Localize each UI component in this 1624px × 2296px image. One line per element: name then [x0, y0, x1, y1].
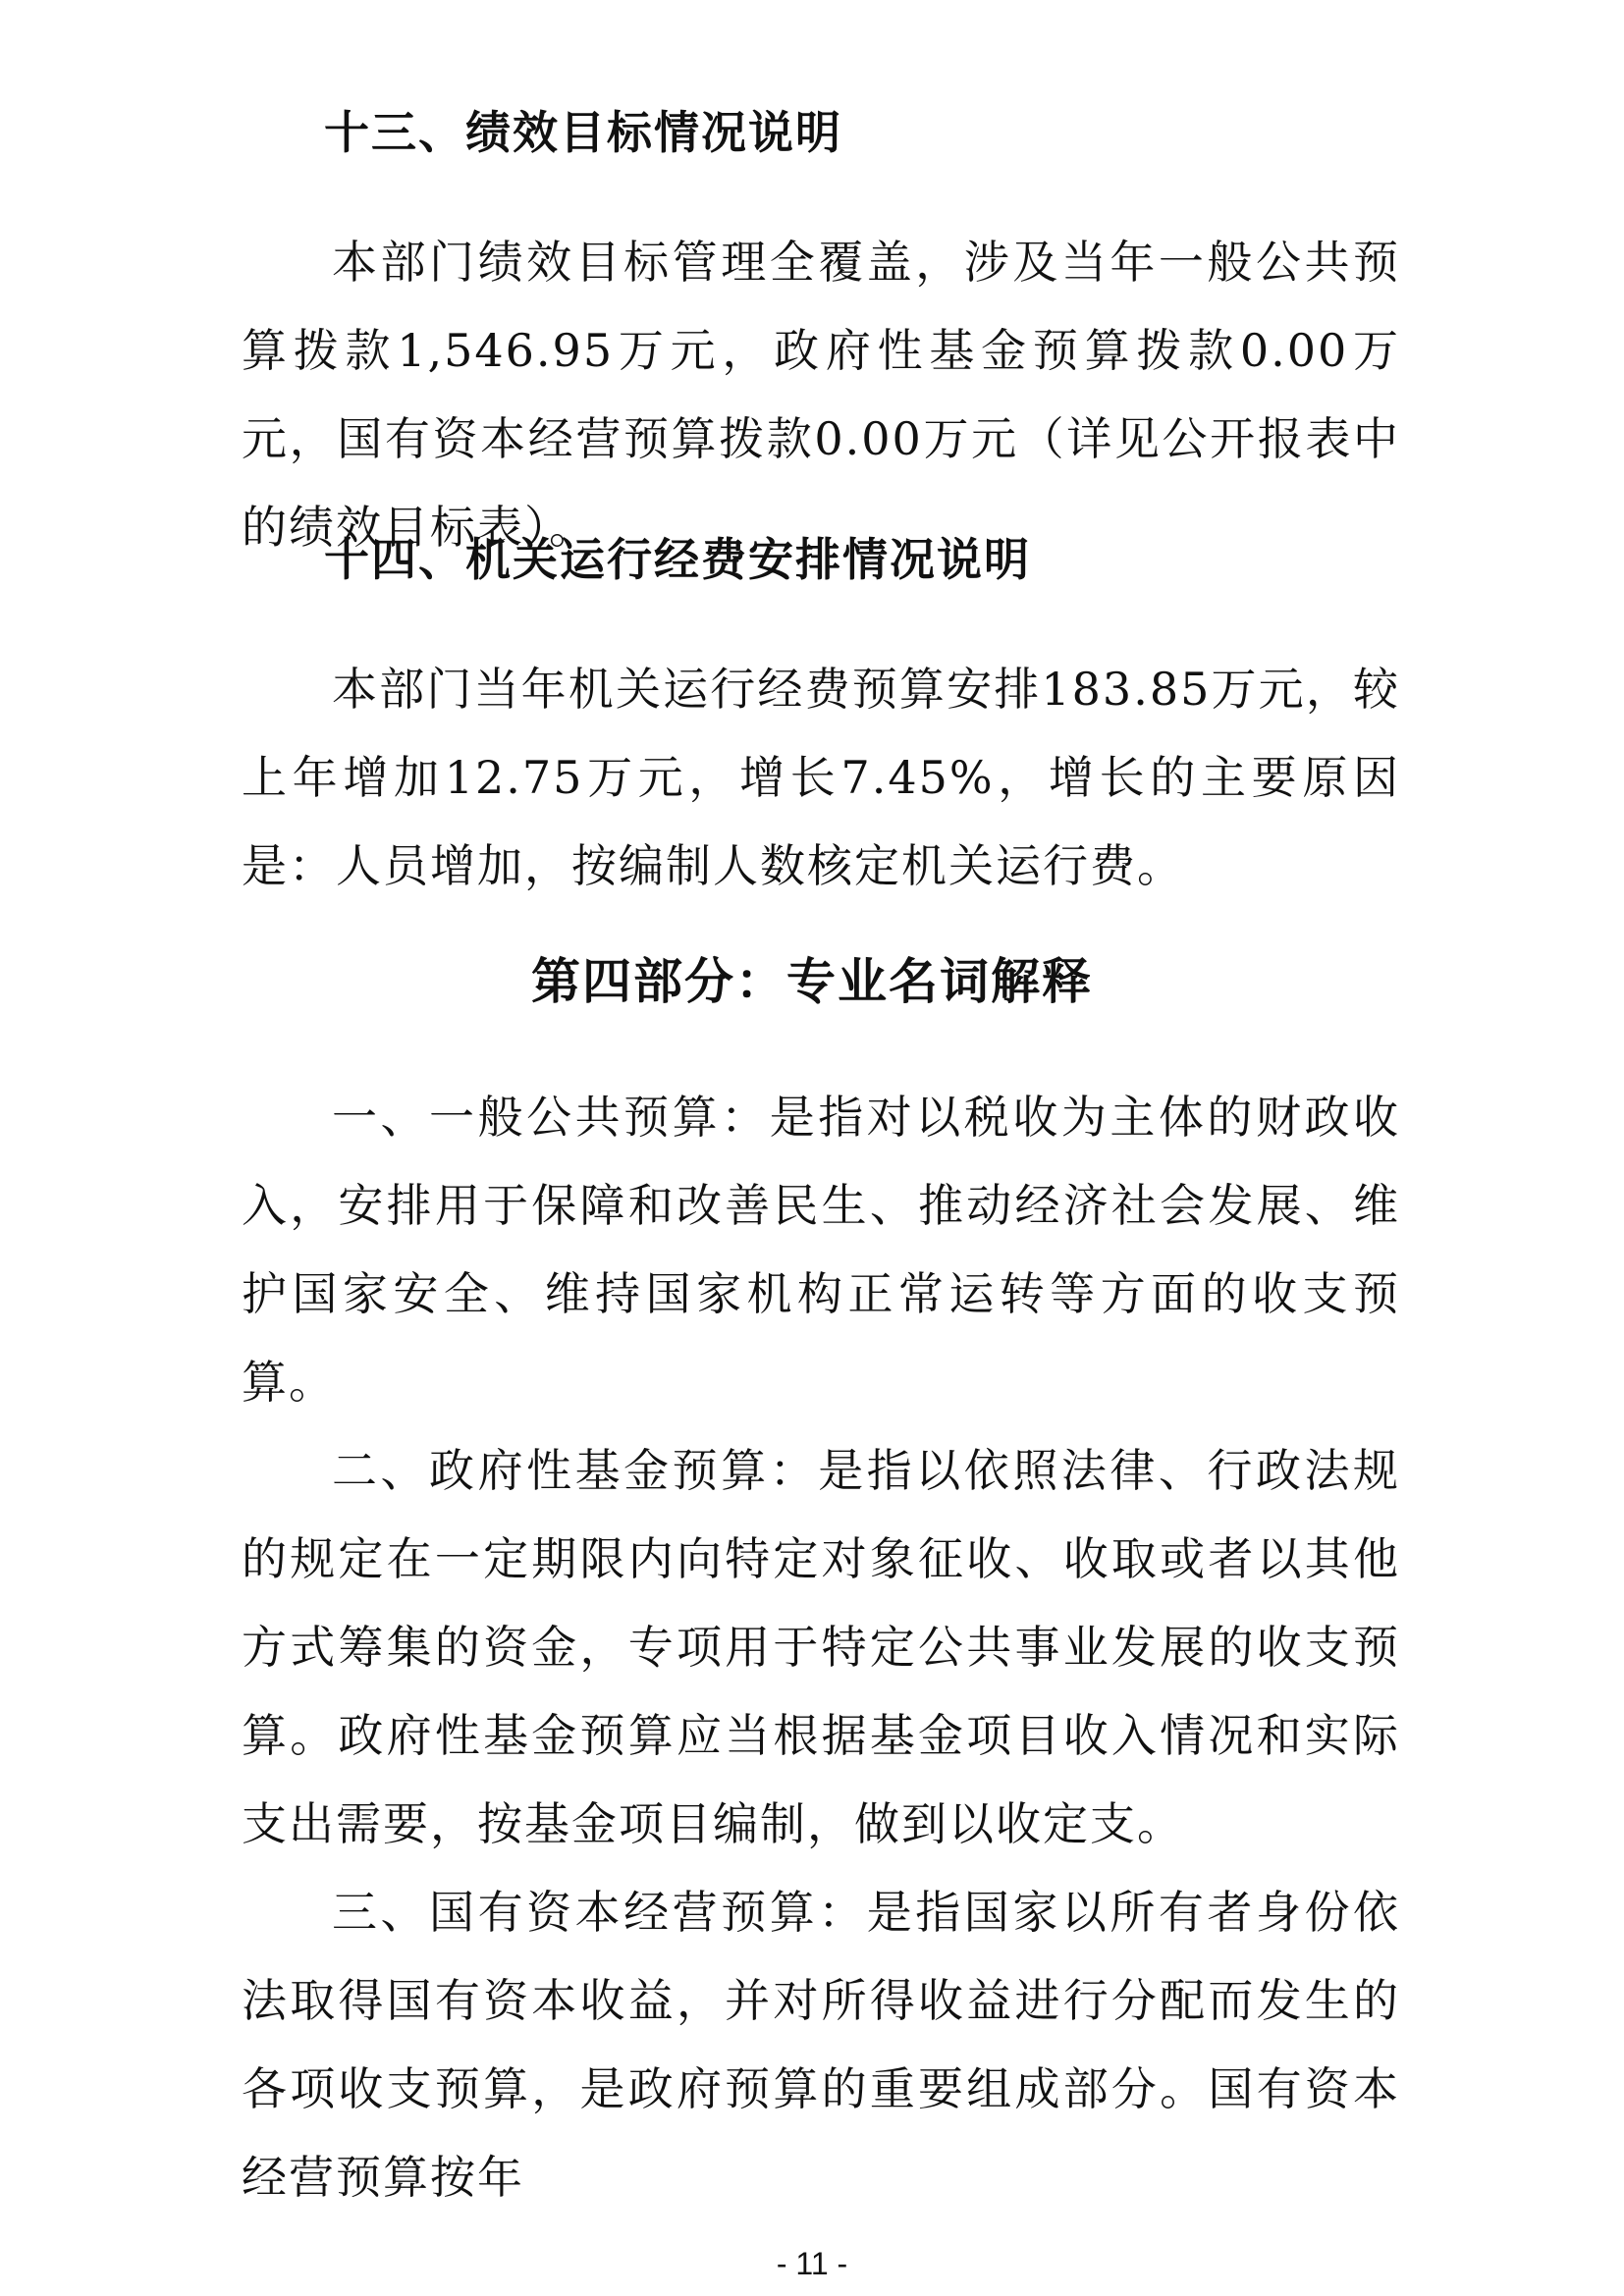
section-13-heading: 十三、绩效目标情况说明 [324, 106, 842, 159]
term-government-fund-budget: 二、政府性基金预算：是指以依照法律、行政法规的规定在一定期限内向特定对象征收、收取或者以其他方式筹集的资金，专项用于特定公共事业发展的收支预算。政府性基金预算应当根据基金项目收入情况和实际支出需要，按基金项目编制，做到以收定支。 [242, 1444, 1400, 1850]
section-13-paragraph [242, 218, 1400, 571]
section-14-paragraph [242, 645, 1400, 910]
section-14-text: 本部门当年机关运行经费预算安排183.85万元，较上年增加12.75万元，增长7.45%，增长的主要原因是：人员增加，按编制人数核定机关运行费。 [242, 663, 1400, 892]
section-13-text: 本部门绩效目标管理全覆盖，涉及当年一般公共预算拨款1,546.95万元，政府性基金预算拨款0.00万元，国有资本经营预算拨款0.00万元（详见公开报表中的绩效目标表）。 [242, 236, 1400, 554]
term-general-public-budget: 一、一般公共预算：是指对以税收为主体的财政收入，安排用于保障和改善民生、推动经济社会发展、维护国家安全、维持国家机构正常运转等方面的收支预算。 [242, 1091, 1400, 1409]
page-number: - 11 - [776, 2246, 848, 2281]
part-four-title: 第四部分：专业名词解释 [531, 953, 1093, 1010]
section-14-heading: 十四、机关运行经费安排情况说明 [324, 533, 1031, 586]
term-state-capital-budget: 三、国有资本经营预算：是指国家以所有者身份依法取得国有资本收益，并对所得收益进行分配而发生的各项收支预算，是政府预算的重要组成部分。国有资本经营预算按年 [242, 1886, 1400, 2204]
term-list [242, 1073, 1400, 2221]
